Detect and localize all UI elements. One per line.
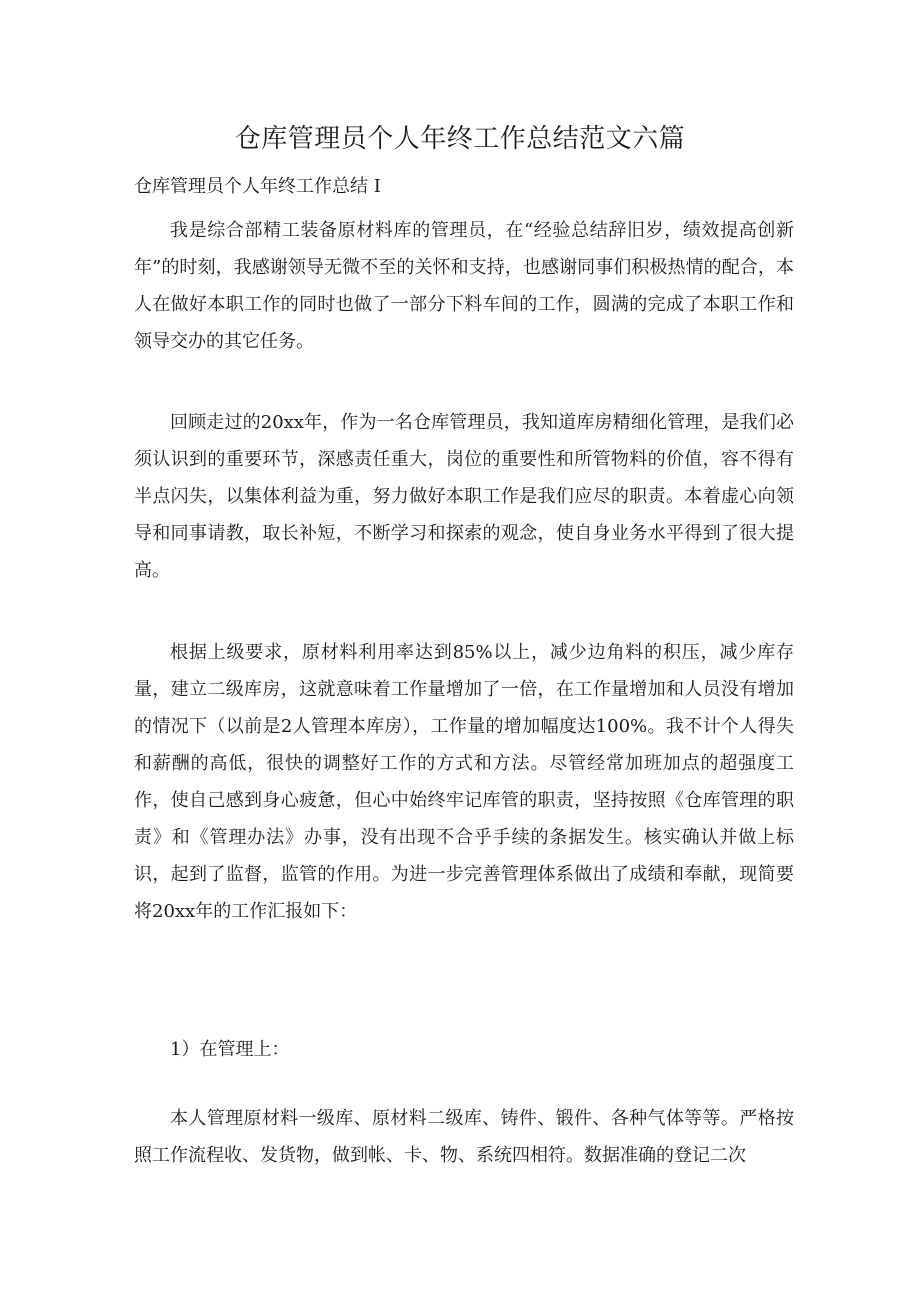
paragraph-4: 本人管理原材料一级库、原材料二级库、铸件、锻件、各种气体等等。严格按照工作流程收、发货物，做到帐、卡、物、系统四相符。数据准确的登记二次 [134,1108,794,1166]
document-body-3 [134,634,794,930]
document-body-2 [134,404,794,589]
document-body-4 [134,1100,794,1174]
paragraph-2: 回顾走过的20xx年，作为一名仓库管理员，我知道库房精细化管理，是我们必须认识到的重要环节，深感责任重大，岗位的重要性和所管物料的价值，容不得有半点闪失，以集体利益为重，努力做好本职工作是我们应尽的职责。本着虚心向领导和同事请教，取长补短，不断学习和探索的观念，使自身业务水平得到了很大提高。 [134,412,794,581]
item-heading: 1）在管理上： [170,1039,290,1060]
document-title: 仓库管理员个人年终工作总结范文六篇 [234,124,686,154]
document-item-block [134,1036,794,1064]
paragraph-3: 根据上级要求，原材料利用率达到85%以上，减少边角料的积压，减少库存量，建立二级库房，这就意味着工作量增加了一倍，在工作量增加和人员没有增加的情况下（以前是2人管理本库房），工作量的增加幅度达100%。我不计个人得失和薪酬的高低，很快的调整好工作的方式和方法。尽管经常加班加点的超强度工作，使自己感到身心疲惫，但心中始终牢记库管的职责，坚持按照《仓库管理的职责》和《管理办法》办事，没有出现不合乎手续的条据发生。核实确认并做上标识，起到了监督，监管的作用。为进一步完善管理体系做出了成绩和奉献，现简要将20xx年的工作汇报如下： [134,642,794,922]
paragraph-1: 我是综合部精工装备原材料库的管理员，在“经验总结辞旧岁，绩效提高创新年”的时刻，我感谢领导无微不至的关怀和支持，也感谢同事们积极热情的配合，本人在做好本职工作的同时也做了一部分下料车间的工作，圆满的完成了本职工作和领导交办的其它任务。 [134,220,794,352]
section-subtitle: 仓库管理员个人年终工作总结 I [134,176,381,197]
document-body [134,212,794,360]
